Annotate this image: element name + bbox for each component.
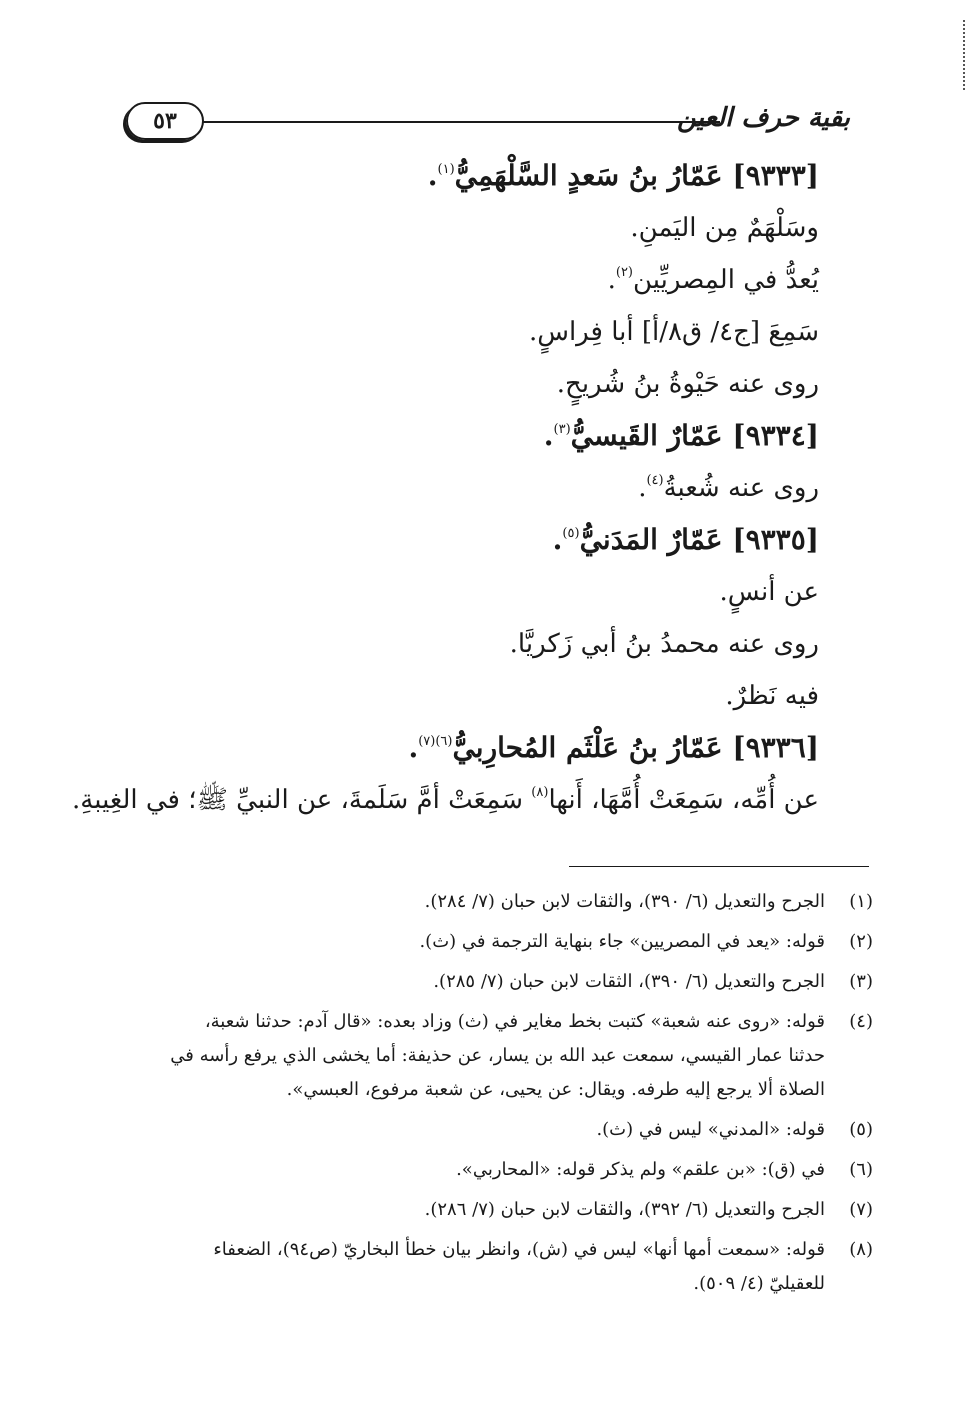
text-line — [119, 618, 819, 670]
line-text: سَمِعَتْ أمَّ سَلَمةَ، عن النبيِّ ﷺ؛ في الغِيبةِ. — [72, 785, 532, 815]
footnote-number: (٢) — [849, 931, 873, 952]
entry-heading-9336 — [119, 722, 819, 774]
footnote-text — [131, 925, 825, 959]
footnote-text — [131, 965, 825, 999]
footnote-number: (٨) — [849, 1239, 873, 1260]
line-text: عن أنسٍ. — [719, 577, 819, 607]
line-text: [٩٣٣٣] عَمّارُ بنُ سَعدٍ السَّلْهَمِيُّ — [454, 159, 819, 192]
text-line — [119, 202, 819, 254]
page-number-badge: ٥٣ — [126, 102, 204, 140]
footnote-separator — [569, 866, 869, 867]
line-text: [٩٣٣٦] عَمّارُ بنُ عَلْثَم المُحارِبيُّ — [452, 731, 819, 764]
line-text: فيه نَظرٌ. — [725, 681, 819, 711]
footnote-text — [131, 885, 825, 919]
text-line — [119, 670, 819, 722]
footnote-text — [131, 1233, 825, 1301]
footnote-2 — [131, 925, 873, 959]
entry-heading-9335 — [119, 514, 819, 566]
entry-heading-9334 — [119, 410, 819, 462]
line-text: [٩٣٣٥] عَمّارٌ المَدَنيُّ — [579, 523, 819, 556]
footnote-line: قوله: «سمعت أمها أنها» ليس في (ش)، وانظر بيان خطأ البخاريّ (ص٩٤)، الضعفاء — [213, 1239, 825, 1260]
footnote-line: الجرح والتعديل (٦/ ٣٩٠)، والثقات لابن حبان (٧/ ٢٨٤). — [424, 891, 825, 912]
footnote-ref: (٨) — [531, 785, 549, 800]
footnote-number: (١) — [849, 891, 873, 912]
footnote-number: (٣) — [849, 971, 873, 992]
footnote-number: (٥) — [849, 1119, 873, 1140]
footnote-1 — [131, 885, 873, 919]
text-line — [119, 358, 819, 410]
main-text — [72, 150, 819, 834]
line-text: روى عنه محمدُ بنُ أبي زَكريَّا. — [509, 629, 819, 659]
line-text: [٩٣٣٤] عَمّارٌ القَيسيُّ — [570, 419, 819, 452]
footnote-text — [131, 1113, 825, 1147]
line-text: روى عنه شُعبةُ — [663, 473, 819, 503]
footnote-line: حدثنا عمار القيسي، سمعت عبد الله بن يسار، عن حذيفة: أما يخشى الذي يرفع رأسه في — [170, 1045, 825, 1066]
footnote-4 — [131, 1005, 873, 1107]
running-title: بقية حرف العين — [677, 103, 850, 133]
line-text: روى عنه حَيْوةُ بنُ شُريحٍ. — [556, 369, 819, 399]
footnote-line: الجرح والتعديل (٦/ ٣٩٢)، والثقات لابن حبان (٧/ ٢٨٦). — [424, 1199, 825, 1220]
footnote-8 — [131, 1233, 873, 1301]
line-end: . — [638, 473, 647, 503]
footnote-line: الصلاة ألا يرجع إليه طرفه. ويقال: عن يحيى، عن شعبة مرفوع، العبسي». — [286, 1079, 825, 1100]
text-line — [119, 254, 819, 306]
footnote-ref: (٥) — [562, 526, 580, 541]
footnote-3 — [131, 965, 873, 999]
footnote-6 — [131, 1153, 873, 1187]
line-end: . — [408, 731, 419, 764]
footnote-number: (٤) — [849, 1011, 873, 1032]
line-text: سَمِعَ [ج٤/ ق٨/أ] أبا فِراسٍ. — [528, 317, 819, 347]
header-rule — [202, 121, 720, 123]
page-header — [120, 100, 850, 140]
footnote-number: (٦) — [849, 1159, 873, 1180]
line-end: . — [427, 159, 438, 192]
line-end: . — [607, 265, 616, 295]
text-line — [119, 306, 819, 358]
footnote-line: الجرح والتعديل (٦/ ٣٩٠)، الثقات لابن حبان (٧/ ٢٨٥). — [433, 971, 825, 992]
footnote-text — [131, 1005, 825, 1107]
footnote-ref: (٤) — [646, 473, 664, 488]
line-text: وسَلْهَمٌ مِن اليَمنِ. — [630, 213, 819, 243]
footnote-number: (٧) — [849, 1199, 873, 1220]
entry-heading-9333 — [119, 150, 819, 202]
footnote-line: للعقيليّ (٤/ ٥٠٩). — [693, 1273, 825, 1294]
footnote-5 — [131, 1113, 873, 1147]
text-line — [119, 462, 819, 514]
text-line — [119, 566, 819, 618]
footnote-line: قوله: «روى عنه شعبة» كتبت بخط مغاير في (ث) وزاد بعده: «قال آدم: حدثنا شعبة، — [204, 1011, 825, 1032]
footnote-line: في (ق): «بن علقم» ولم يذكر قوله: «المحاربي». — [456, 1159, 825, 1180]
footnote-ref: (١) — [437, 162, 455, 177]
line-end: . — [543, 419, 554, 452]
footnote-text — [131, 1193, 825, 1227]
footnote-line: قوله: «يعد في المصريين» جاء بنهاية الترجمة في (ث). — [419, 931, 825, 952]
footnote-line: قوله: «المدني» ليس في (ث). — [596, 1119, 825, 1140]
margin-mark — [960, 20, 965, 90]
text-line-final — [72, 774, 819, 834]
footnote-ref: (٦)(٧) — [418, 734, 453, 749]
line-end: . — [552, 523, 563, 556]
footnote-ref: (٢) — [615, 265, 633, 280]
line-text: عن أُمِّه، سَمِعَتْ أُمَّهَا، أَنها — [548, 785, 819, 815]
line-text: يُعدُّ في المِصريِّين — [633, 265, 819, 295]
footnote-text — [131, 1153, 825, 1187]
footnote-7 — [131, 1193, 873, 1227]
footnote-ref: (٣) — [553, 422, 571, 437]
footnotes — [131, 885, 873, 1307]
